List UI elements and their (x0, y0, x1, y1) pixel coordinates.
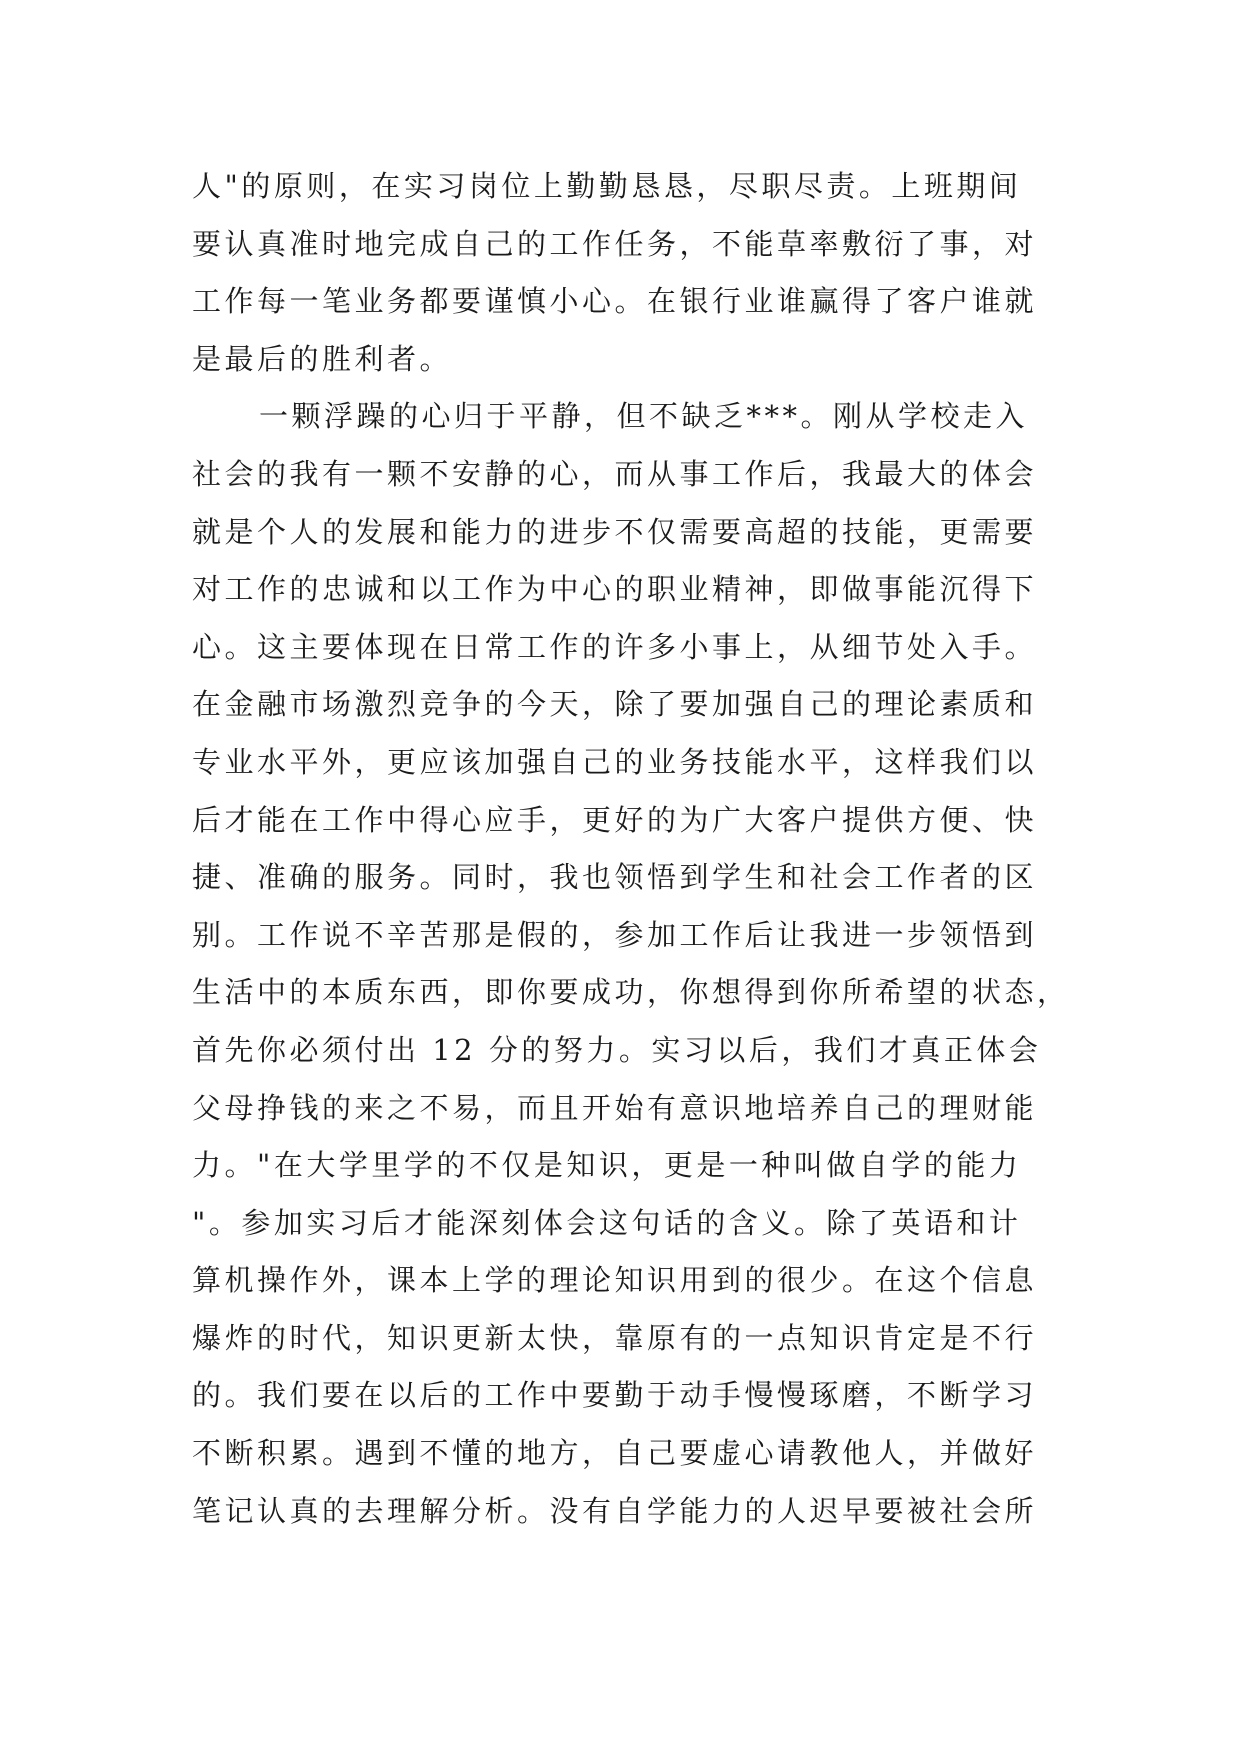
paragraph-line: 算机操作外，课本上学的理论知识用到的很少。在这个信息 (192, 1263, 1038, 1298)
paragraph-line: 就是个人的发展和能力的进步不仅需要高超的技能，更需要 (192, 514, 1038, 549)
paragraph-line: 爆炸的时代，知识更新太快，靠原有的一点知识肯定是不行 (192, 1320, 1038, 1355)
paragraph-line: 力。"在大学里学的不仅是知识，更是一种叫做自学的能力 (192, 1148, 1022, 1183)
paragraph-line: 别。工作说不辛苦那是假的，参加工作后让我进一步领悟到 (192, 917, 1038, 952)
paragraph-line: 的。我们要在以后的工作中要勤于动手慢慢琢磨，不断学习 (192, 1378, 1038, 1413)
paragraph-line: 社会的我有一颗不安静的心，而从事工作后，我最大的体会 (192, 456, 1038, 491)
paragraph-line: 心。这主要体现在日常工作的许多小事上，从细节处入手。 (192, 629, 1038, 664)
paragraph-line: 首先你必须付出 12 分的努力。实习以后，我们才真正体会 (192, 1032, 1042, 1067)
paragraph-line: 生活中的本质东西，即你要成功，你想得到你所希望的状态， (192, 975, 1070, 1010)
paragraph-line: 人"的原则，在实习岗位上勤勤恳恳，尽职尽责。上班期间 (192, 169, 1022, 203)
paragraph-line: 对工作的忠诚和以工作为中心的职业精神，即做事能沉得下 (192, 572, 1038, 607)
paragraph-first-line: 一颗浮躁的心归于平静，但不缺乏***。刚从学校走入 (259, 399, 1029, 434)
paragraph-line: 在金融市场激烈竞争的今天，除了要加强自己的理论素质和 (192, 687, 1038, 722)
paragraph-line: 工作每一笔业务都要谨慎小心。在银行业谁赢得了客户谁就 (192, 284, 1038, 319)
paragraph-line: 专业水平外，更应该加强自己的业务技能水平，这样我们以 (192, 744, 1038, 779)
paragraph-line: 不断积累。遇到不懂的地方，自己要虚心请教他人，并做好 (192, 1436, 1038, 1471)
paragraph-line: 是最后的胜利者。 (192, 341, 453, 376)
paragraph-line: 后才能在工作中得心应手，更好的为广大客户提供方便、快 (192, 802, 1038, 837)
paragraph-line: 父母挣钱的来之不易，而且开始有意识地培养自己的理财能 (192, 1090, 1038, 1125)
paragraph-line: 捷、准确的服务。同时，我也领悟到学生和社会工作者的区 (192, 860, 1038, 895)
paragraph-line: 笔记认真的去理解分析。没有自学能力的人迟早要被社会所 (192, 1493, 1038, 1528)
document-body (192, 158, 1070, 1540)
paragraph-line: 要认真准时地完成自己的工作任务，不能草率敷衍了事，对 (192, 226, 1038, 261)
paragraph-line: "。参加实习后才能深刻体会这句话的含义。除了英语和计 (192, 1205, 1022, 1240)
